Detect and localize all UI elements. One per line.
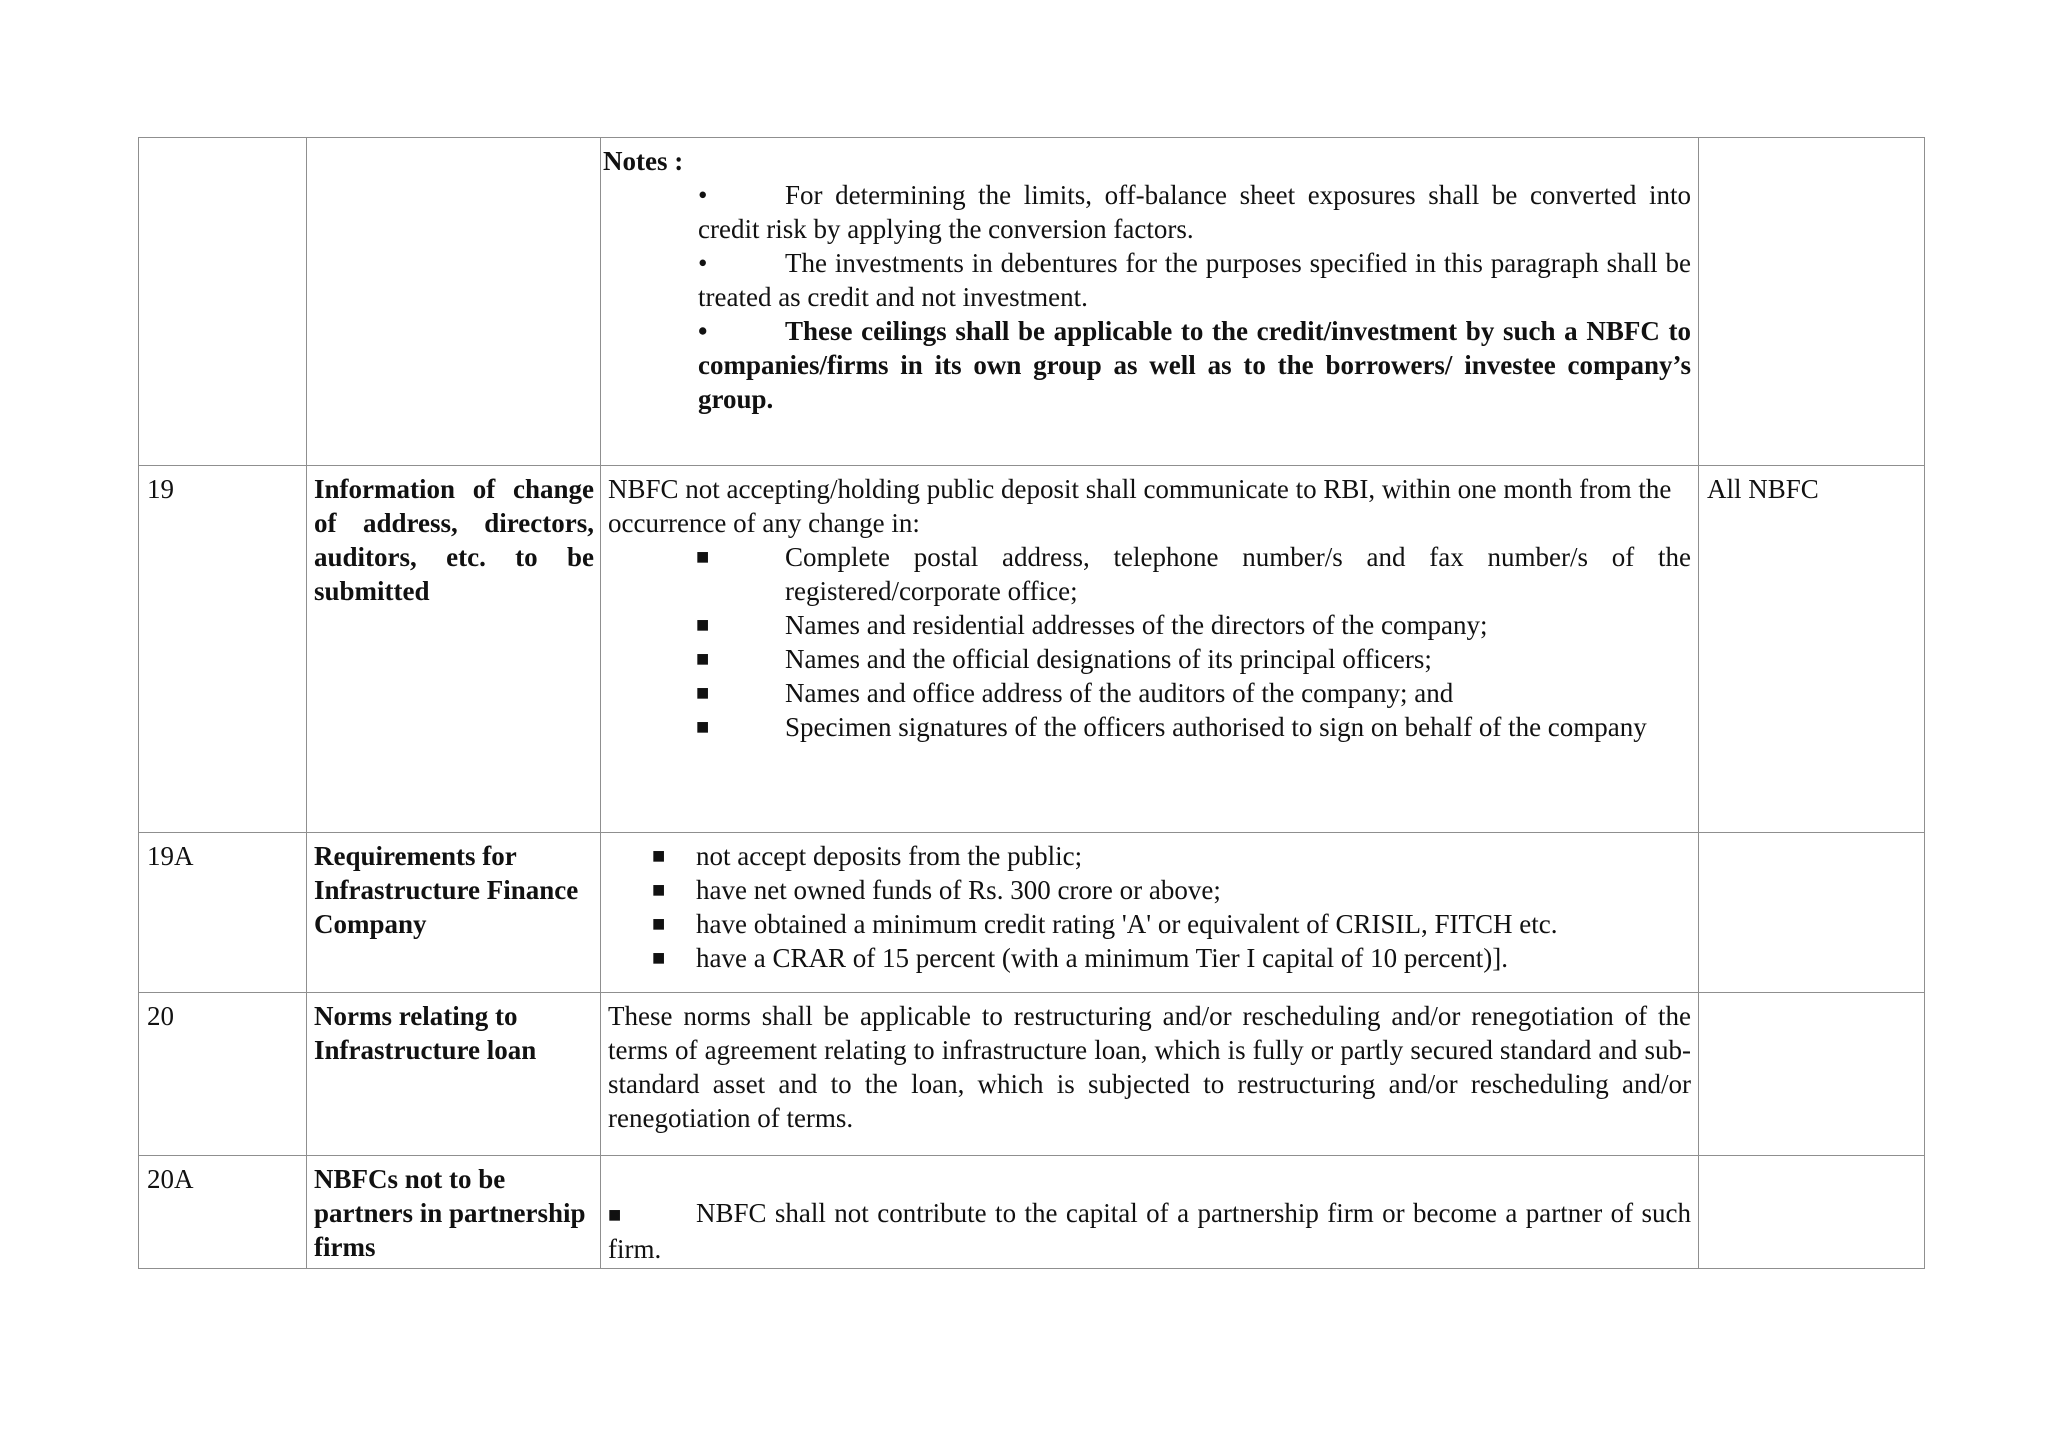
note-text: For determining the limits, off-balance sheet exposures shall be converted into credit risk by applying the conversion factors. — [698, 180, 1691, 244]
note-text: These ceilings shall be applicable to the credit/investment by such a NBFC to companies/firms in its own group as well as to the borrowers/ investee company’s group. — [698, 316, 1691, 414]
square-bullet-icon: ■ — [608, 1202, 622, 1227]
list-item-text: Names and the official designations of its principal officers; — [785, 644, 1432, 674]
notes-subject-cell — [307, 138, 601, 466]
list-item — [608, 540, 1691, 608]
bullet-dot: • — [698, 248, 708, 278]
list-item-text: have net owned funds of Rs. 300 crore or above; — [696, 875, 1221, 905]
square-bullet-icon: ■ — [652, 877, 666, 902]
row-applicability: All NBFC — [1699, 466, 1925, 833]
row-body-text: NBFC shall not contribute to the capital of a partnership firm or become a partner of such firm. — [608, 1198, 1691, 1264]
square-bullet-icon: ■ — [652, 843, 666, 868]
list-item-text: have obtained a minimum credit rating 'A' or equivalent of CRISIL, FITCH etc. — [696, 909, 1558, 939]
row-applicability — [1699, 833, 1925, 993]
row-subject: Requirements for Infrastructure Finance Company — [307, 833, 601, 993]
list-item — [608, 608, 1691, 642]
notes-applicability-cell — [1699, 138, 1925, 466]
row-subject: Norms relating to Infrastructure loan — [307, 993, 601, 1156]
row-description — [601, 1156, 1699, 1269]
list-item — [608, 907, 1691, 941]
list-item-text: Names and residential addresses of the directors of the company; — [785, 610, 1488, 640]
table-row — [139, 993, 1925, 1156]
requirement-list — [608, 540, 1691, 744]
row-description — [601, 833, 1699, 993]
list-item-text: not accept deposits from the public; — [696, 841, 1083, 871]
row-intro-text: NBFC not accepting/holding public deposit shall communicate to RBI, within one month from the occurrence of any change in: — [608, 474, 1672, 538]
notes-row — [139, 138, 1925, 466]
row-number: 19 — [139, 466, 307, 833]
row-applicability — [1699, 993, 1925, 1156]
row-applicability — [1699, 1156, 1925, 1269]
row-body — [608, 1196, 1691, 1266]
note-item — [698, 246, 1691, 314]
spacer — [608, 1162, 1691, 1196]
notes-description-cell — [601, 138, 1699, 466]
list-item — [608, 676, 1691, 710]
list-item — [608, 941, 1691, 975]
table-row — [139, 1156, 1925, 1269]
note-item — [698, 314, 1691, 416]
square-bullet-icon: ■ — [696, 544, 710, 569]
list-item-text: have a CRAR of 15 percent (with a minimum Tier I capital of 10 percent)]. — [696, 943, 1509, 973]
bullet-dot: • — [698, 180, 708, 210]
requirement-list — [608, 839, 1691, 975]
square-bullet-icon: ■ — [652, 945, 666, 970]
row-number: 20 — [139, 993, 307, 1156]
notes-number-cell — [139, 138, 307, 466]
square-bullet-icon: ■ — [696, 680, 710, 705]
table-row — [139, 833, 1925, 993]
list-item — [608, 873, 1691, 907]
square-bullet-icon: ■ — [696, 646, 710, 671]
list-item — [608, 839, 1691, 873]
list-item-text: Specimen signatures of the officers authorised to sign on behalf of the company — [785, 712, 1647, 742]
bullet-dot: • — [698, 316, 708, 346]
square-bullet-icon: ■ — [652, 911, 666, 936]
list-item-text: Complete postal address, telephone number/s and fax number/s of the registered/corporate office; — [785, 542, 1691, 606]
list-item — [608, 710, 1691, 744]
row-subject: Information of change of address, directors, auditors, etc. to be submitted — [307, 466, 601, 833]
square-bullet-icon: ■ — [696, 714, 710, 739]
regulation-table — [138, 137, 1925, 1269]
list-item — [608, 642, 1691, 676]
table-row — [139, 466, 1925, 833]
row-description — [601, 466, 1699, 833]
row-number: 19A — [139, 833, 307, 993]
row-number: 20A — [139, 1156, 307, 1269]
square-bullet-icon: ■ — [696, 612, 710, 637]
row-subject: NBFCs not to be partners in partnership firms — [307, 1156, 601, 1269]
list-item-text: Names and office address of the auditors of the company; and — [785, 678, 1454, 708]
note-item — [698, 178, 1691, 246]
row-description: These norms shall be applicable to restructuring and/or rescheduling and/or renegotiation of the terms of agreement relating to infrastructure loan, which is fully or partly secured standard and sub-standard asset and to the loan, which is subjected to restructuring and/or rescheduling and/or renegotiation of terms. — [601, 993, 1699, 1156]
note-text: The investments in debentures for the purposes specified in this paragraph shall be treated as credit and not investment. — [698, 248, 1691, 312]
notes-title: Notes : — [603, 146, 684, 176]
